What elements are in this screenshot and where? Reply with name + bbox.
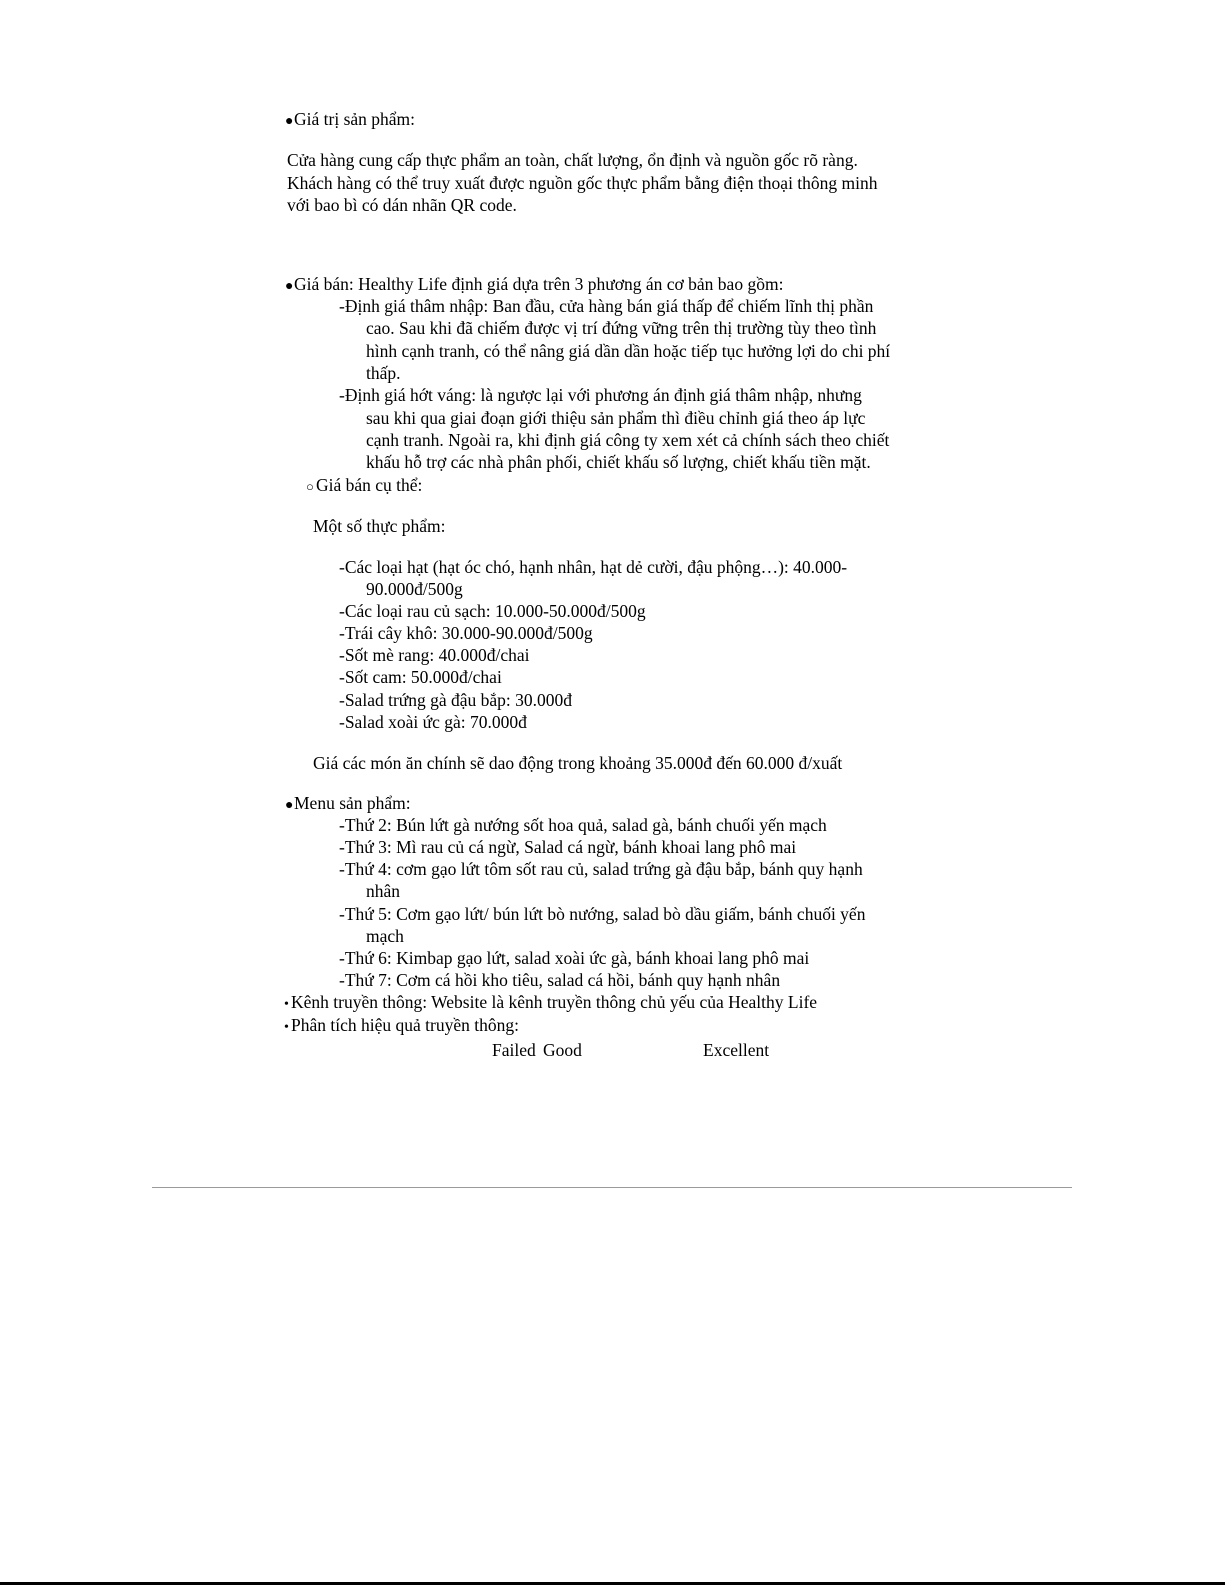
paragraph-line: Khách hàng có thể truy xuất được nguồn gốc thực phẩm bằng điện thoại thông minh <box>287 173 878 193</box>
paragraph-line: Giá các món ăn chính sẽ dao động trong khoảng 35.000đ đến 60.000 đ/xuất <box>313 753 843 773</box>
page-divider <box>152 1187 1072 1188</box>
bullet-icon: ● <box>285 114 294 129</box>
price-item-line: -Salad trứng gà đậu bắp: 30.000đ <box>339 690 573 710</box>
sub-heading-text: Giá bán cụ thể: <box>316 475 423 495</box>
section-phan-tich-heading <box>284 1014 519 1039</box>
bullet-icon: • <box>284 997 289 1012</box>
list-item-line: cạnh tranh. Ngoài ra, khi định giá công ty xem xét cả chính sách theo chiết <box>366 430 890 450</box>
sub-heading-gia-ban-cu-the <box>306 474 422 498</box>
menu-line: -Thứ 6: Kimbap gạo lứt, salad xoài ức gà, bánh khoai lang phô mai <box>339 948 810 968</box>
list-item-line: -Định giá hớt váng: là ngược lại với phương án định giá thâm nhập, nhưng <box>339 385 862 405</box>
bullet-icon: ● <box>285 798 294 813</box>
menu-line: -Thứ 2: Bún lứt gà nướng sốt hoa quả, salad gà, bánh chuối yến mạch <box>339 815 827 835</box>
bullet-icon: • <box>284 1020 289 1035</box>
list-item-line: thấp. <box>366 363 401 383</box>
menu-line: -Thứ 5: Cơm gạo lứt/ bún lứt bò nướng, salad bò dầu giấm, bánh chuối yến <box>339 904 866 924</box>
bullet-icon: ● <box>285 279 294 294</box>
section-kenh-truyen-thong <box>284 991 817 1016</box>
scale-label-good: Good <box>543 1040 582 1060</box>
price-item-line: -Salad xoài ức gà: 70.000đ <box>339 712 527 732</box>
heading-text: Giá bán: Healthy Life định giá dựa trên 3 phương án cơ bản bao gồm: <box>294 274 784 294</box>
circle-bullet-icon: ○ <box>306 479 314 494</box>
paragraph-line: Một số thực phẩm: <box>313 516 446 536</box>
menu-line: nhân <box>366 881 401 901</box>
scale-label-failed: Failed <box>492 1040 536 1060</box>
paragraph-line: với bao bì có dán nhãn QR code. <box>287 195 517 215</box>
paragraph-line: Cửa hàng cung cấp thực phẩm an toàn, chất lượng, ổn định và nguồn gốc rõ ràng. <box>287 150 858 170</box>
price-item-line: -Trái cây khô: 30.000-90.000đ/500g <box>339 623 593 643</box>
heading-text: Phân tích hiệu quả truyền thông: <box>291 1015 519 1035</box>
price-item-line: -Các loại hạt (hạt óc chó, hạnh nhân, hạt dẻ cười, đậu phộng…): 40.000- <box>339 557 848 577</box>
list-item-line: hình cạnh tranh, có thể nâng giá dần dần hoặc tiếp tục hưởng lợi do chi phí <box>366 341 891 361</box>
menu-line: -Thứ 3: Mì rau củ cá ngừ, Salad cá ngừ, bánh khoai lang phô mai <box>339 837 797 857</box>
section-gia-tri-heading <box>285 108 415 133</box>
menu-line: -Thứ 7: Cơm cá hồi kho tiêu, salad cá hồi, bánh quy hạnh nhân <box>339 970 781 990</box>
price-item-line: -Sốt mè rang: 40.000đ/chai <box>339 645 530 665</box>
kenh-text: Kênh truyền thông: Website là kênh truyền thông chủ yếu của Healthy Life <box>291 992 818 1012</box>
menu-line: -Thứ 4: cơm gạo lứt tôm sốt rau củ, salad trứng gà đậu bắp, bánh quy hạnh <box>339 859 863 879</box>
heading-text: Menu sản phẩm: <box>294 793 411 813</box>
price-item-line: -Các loại rau củ sạch: 10.000-50.000đ/500g <box>339 601 646 621</box>
price-item-line: 90.000đ/500g <box>366 579 463 599</box>
list-item-line: sau khi qua giai đoạn giới thiệu sản phẩm thì điều chỉnh giá theo áp lực <box>366 408 866 428</box>
menu-line: mạch <box>366 926 404 946</box>
list-item-line: khấu hỗ trợ các nhà phân phối, chiết khấu số lượng, chiết khấu tiền mặt. <box>366 452 871 472</box>
heading-text: Giá trị sản phẩm: <box>294 109 416 129</box>
scale-label-excellent: Excellent <box>703 1040 770 1060</box>
price-item-line: -Sốt cam: 50.000đ/chai <box>339 667 502 687</box>
list-item-line: cao. Sau khi đã chiếm được vị trí đứng vững trên thị trường tùy theo tình <box>366 318 877 338</box>
list-item-line: -Định giá thâm nhập: Ban đầu, cửa hàng bán giá thấp để chiếm lĩnh thị phần <box>339 296 874 316</box>
